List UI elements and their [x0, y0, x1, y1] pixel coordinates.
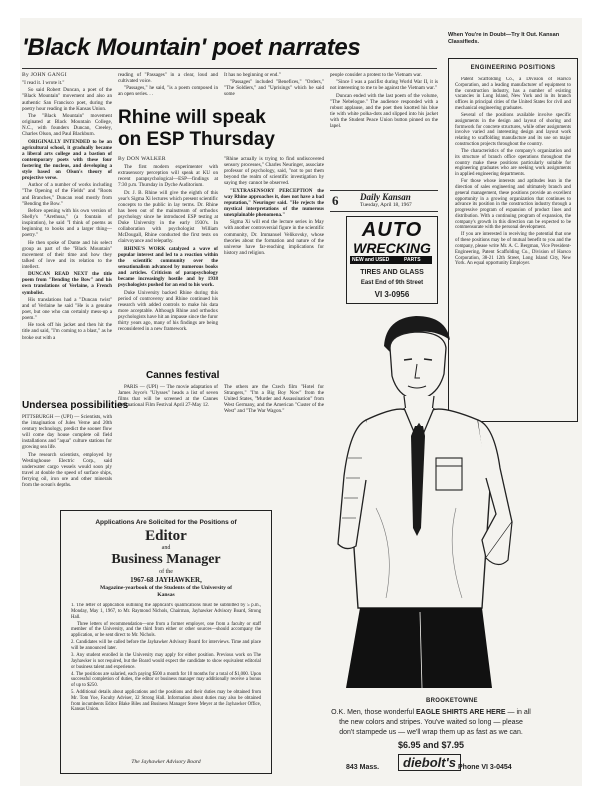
- poet-paragraph: DUNCAN READ NEXT the title poem from "Bending the Bow" and his own translations of Verlaine, a French symbolist.: [22, 271, 112, 296]
- and-word: and: [161, 545, 171, 551]
- shirt-copy-line2: the new colors and stripes. You've waited so long — please: [339, 719, 523, 726]
- poet-paragraph: people consider a protest to the Vietnam war.: [330, 72, 422, 78]
- of-the: of the: [159, 569, 173, 575]
- shirt-copy-line1-post: — in all: [505, 709, 531, 716]
- engineering-paragraph: Patent Scaffolding Co., a Division of Harsco Corporation, and a leading manufacturer of equipment to the construction industry, has a number of existing vacancies in Long Island, New York and in its branch offices in principal cities of the United States for civil and mechanical engineering graduates.: [455, 77, 571, 111]
- rhine-paragraph: "Rhine actually is trying to find undiscovered sensory processes," Charles Neuringer, associate professor of psychology, said, "not to put them beyond the realm of scientific investigation by saying they cannot be observed.: [224, 156, 324, 187]
- applications-item: Three letters of recommendation—one from a former employer, one from a faculty or staff member of the University, and the third from either or other sources—should accompany the application, or be sent direct to Mr. Nichols.: [71, 621, 261, 639]
- poet-paragraph: "Passages," he said, "is a poem composed in an open series. . .: [118, 85, 218, 98]
- new-used-tag: NEW and USED: [352, 257, 390, 263]
- rhine-byline: By DON WALKER: [118, 156, 166, 162]
- page-number: 6: [332, 193, 339, 208]
- model-label: BROOKETOWNE: [426, 698, 478, 704]
- parts-band: [350, 256, 432, 264]
- poet-paragraph: It has no beginning or end.": [224, 72, 281, 78]
- eagle-shirts: EAGLE SHIRTS ARE HERE: [415, 709, 506, 716]
- rhine-headline-line1: Rhine will speak: [118, 107, 266, 128]
- rhine-paragraph: The first modern experimenter with extrasensory perception will speak at KU on recent parapsychological—ESP—findings at 7:30 p.m. Thursday in Dyche Auditorium.: [118, 164, 218, 189]
- shirt-copy-line1: [286, 708, 576, 718]
- poet-byline: By JOHN GANGI: [22, 72, 67, 78]
- auto-phone: VI 3-0956: [374, 290, 410, 299]
- undersea-paragraph: PITTSBURGH — (UPI) — Scientists, with the imagination of Jules Verne and 20th century technology, predict the sooner flow will come day house complete oil field installations and "aqua" culture stations for growing sea life.: [22, 414, 112, 451]
- poet-column-4: [330, 72, 438, 190]
- cannes-column-1: [118, 384, 218, 484]
- masthead: [330, 190, 438, 212]
- poet-column-3: [224, 72, 324, 102]
- newspaper-page: [20, 18, 582, 786]
- cannes-paragraph: The others are the Czech film "Hotel for Strangers," "I'm a Big Boy Now" from the United States, "Murder and Assassination" from West Germany, and the American "Custer of the West" and "The War Wagon.": [224, 384, 324, 415]
- rhine-column-2: [224, 156, 324, 331]
- issue-date: Tuesday, April 18, 1967: [360, 202, 412, 208]
- paper-name: Daily Kansan: [360, 192, 411, 202]
- engineering-paragraph: The characteristics of the company's organization and its structure of branch office operations throughout the country make these positions particularly suitable for engineering graduates who are seeking work assignments in applied engineering departments.: [455, 148, 571, 178]
- poet-paragraph: "Passages" included "Benefices," "Orders," "The Soldiers," and "Uprisings" which he said some: [224, 79, 324, 98]
- shirt-copy-line3: don't stampede us — we'll wrap them up as fast as we can.: [339, 729, 523, 736]
- classifieds-teaser: When You're in Doubt—Try It Out. Kansan Classifieds.: [448, 32, 560, 45]
- poet-paragraph: Author of a number of works including "The Opening of the Fields" and "Roots and Branches," Duncan read mostly from "Bending the Bow.": [22, 182, 112, 207]
- poet-paragraph: Before opening with his own version of Shelly's "Arethusa," (a fountain of inspiration), he said "I think of poems as beginning to books and a larger thing—poetry.": [22, 207, 112, 239]
- rhine-paragraph: Duke University backed Rhine during this period of controversy and Rhine continued his research with added controls to make his data more acceptable. Although Rhine and orthodox psychologists have hit an impasse since the furor thirty years ago, many of his findings are being reconsidered in a new framework.: [118, 289, 218, 333]
- applications-item: 3. Any student enrolled in the University may apply for either position. Previous work on The Jayhawker is not required, but the Board would expect the candidate to show equivalent editorial or business talent and experience.: [71, 652, 261, 670]
- poet-paragraph: ORIGINALLY INTENDED to be an agricultural school, it gradually became a liberal arts college and a bastion of contemporary poets with these four fostering the nucleus, and developing a style based on Olson's theory of projective verse.: [22, 138, 112, 182]
- undersea-body: [22, 414, 112, 514]
- rhine-headline: [118, 107, 275, 151]
- rhine-column-1: [118, 156, 218, 370]
- store-logo: diebolt's: [398, 754, 461, 771]
- poet-paragraph: The "Black Mountain" movement originated at Black Mountain College, N.C., with founders Duncan, Creeley, Charles Olson, and Paul Blackburn.: [22, 112, 112, 138]
- applications-ad: [60, 510, 272, 774]
- applications-item: 2. Candidates will be called before the Jayhawker Advisory Board for interviews. Time and place will be announced later.: [71, 640, 261, 651]
- engineering-paragraph: Several of the positions available involve specific assignments in the design and layout of shoring and formwork for concrete structures, while other assignments involve varied and interesting design and layout work relating to scaffolding manufacture and its use on major construction projects throughout the country.: [455, 112, 571, 147]
- rhine-headline-line2: on ESP Thursday: [118, 129, 275, 150]
- poet-paragraph: Duncan ended with the last poem of the volume, "The Nebelogue." The audience responded with a robust applause, and the poet then knotted his blue tie with white polka-dots and slipped into his jacket with the Student Peace Union button pinned on the lapel.: [330, 92, 438, 130]
- poet-paragraph: So said Robert Duncan, a poet of the "Black Mountain" movement and also an authentic San Francisco poet, during the poetry hour reading in the Kansas Union.: [22, 87, 112, 112]
- auto-address: East End of 9th Street: [360, 280, 424, 286]
- poet-paragraph: "I read it. I wrote it.": [22, 80, 65, 87]
- tires-glass: TIRES AND GLASS: [360, 269, 424, 276]
- cannes-paragraph: PARIS — (UPI) — The movie adaptation of James Joyce's "Ulysses" heads a list of seven films that will be screened at the Cannes International Film Festival April 27-May 12.: [118, 384, 218, 409]
- shirt-ad: [286, 308, 576, 776]
- shirt-copy: [286, 708, 576, 738]
- engineering-paragraph: For those whose interests and aptitudes lean in the direction of sales engineering and ultimately branch and general management, these positions provide an excellent opportunity in a growing organization that continues to advance its position in the construction industry through a progressive program of expansion of product lines and distribution. With a continuing program of expansion, the company's growth in this direction can be expected to be commensurate with the personal development.: [455, 179, 571, 231]
- applications-intro: Applications Are Solicited for the Positions of: [95, 519, 237, 526]
- rhine-paragraph: Dr. J. B. Rhine will give the eighth of this year's Sigma Xi lectures which present scientific concepts to the public in lay terms. Dr. Rhine has been out of the mainstream of orthodox psychology since he introduced ESP testing at Duke University in the early 1930's. In collaboration with psychologist William McDougall, Rhine conducted the first tests on clairvoyance and telepathy.: [118, 189, 218, 245]
- store-address: 843 Mass.: [346, 764, 380, 771]
- poet-paragraph: His translations had a "Duncan twist" and of Verlaine he said "He is a genuine poet, but one who can certainly mess-up a poem.": [22, 296, 112, 322]
- engineering-title: ENGINEERING POSITIONS: [470, 65, 556, 71]
- poet-paragraph: He then spoke of Dante and his select group as part of the "Black Mountain" movement of their time and how they talked of love and its relation to the intellect.: [22, 239, 112, 270]
- poet-column-2: [118, 72, 218, 102]
- poet-paragraph: reading of "Passages" in a clear, loud and cultivated voice.: [118, 72, 218, 85]
- cannes-headline: Cannes festival: [146, 370, 220, 381]
- publication-name: 1967-68 JAYHAWKER,: [130, 576, 202, 584]
- rhine-paragraph: RHINE'S WORK catalyzed a wave of popular interest and led to a reaction within the scientific community over the sensationalism advanced by numerous books and articles. Criticism of parapsychology became increasingly hostile and by 1938 psychologists pushed for an end to his work.: [118, 245, 218, 289]
- applications-items: [71, 603, 261, 755]
- store-phone: Phone VI 3-0454: [458, 764, 512, 771]
- wrecking-word: WRECKING: [353, 240, 431, 256]
- applications-item: 4. The positions are salaried, each paying $500 a month for 10 months for a total of $1,000. Upon successful completion of duties, the editor or business manager may additionally receive a bonus of up to $250.: [71, 671, 261, 689]
- position-business-manager: Business Manager: [111, 552, 221, 567]
- shirt-copy-line1-pre: O.K. Men, those wonderful: [331, 709, 416, 716]
- applications-footer: The Jayhawker Advisory Board: [131, 759, 201, 765]
- applications-item: 5. Additional details about applications and the positions and their duties may be obtained from Mr. Tom Yoe, Faculty Adviser, 32 Strong Hall. Information about duties may also be obtained from incumbents Editor Blake Biles and Business Manager Steve Meyer at the Jayhawker Office, Kansas Union.: [71, 690, 261, 713]
- poet-column-1: [22, 72, 112, 390]
- shirt-model-illustration: [286, 308, 576, 688]
- publication-desc: Magazine-yearbook of the Students of the University of Kansas: [100, 585, 232, 598]
- parts-tag: PARTS: [404, 257, 421, 263]
- shirt-prices: $6.95 and $7.95: [397, 740, 465, 750]
- poet-paragraph: "Since I was a pacifist during World War II, it is not interesting to me to be against the Vietnam war.": [330, 79, 438, 92]
- applications-item: 1. The letter of application outlining the applicant's qualifications must be submitted by 5 p.m., Monday, May 1, 1967, to Mr. Raymond Nichols, Chairman, Jayhawker Advisory Board, Strong Hall.: [71, 603, 261, 620]
- position-editor: Editor: [145, 528, 187, 544]
- rhine-paragraph: Sigma Xi will end the lecture series in May with another controversial figure in the scientific community, Dr. Immanuel Velikovsky, whose theories about the formation and nature of the universe have far-reaching implications for history and religion.: [224, 219, 324, 256]
- undersea-headline: Undersea possibilities: [22, 400, 129, 411]
- undersea-paragraph: The research scientists, employed by Westinghouse Electric Corp., said underwater cargo vessels would soon ply travel at double the speed of surface ships, ferrying oil, iron ore and other minerals from the ocean's depths.: [22, 451, 112, 489]
- auto-word: AUTO: [361, 219, 423, 241]
- poet-paragraph: He took off his jacket and then hit the title and said, "I'm coming to a blast," as he broke out with a: [22, 322, 112, 341]
- rhine-paragraph: "EXTRASENSORY PERCEPTION the way Rhine approaches it, does not have a bad reputation," Neuringer said. "He rejects the mystical interpretations of the numerous unexplainable phenomena.": [224, 187, 324, 219]
- poet-headline: 'Black Mountain' poet narrates: [22, 34, 361, 61]
- auto-wrecking-ad: [346, 216, 438, 304]
- engineering-paragraph: If you are interested in receiving the potential that one of these positions may be of mutual benefit to you and the company, please write Mr. A. C. Bergman, Vice President-Engineering, Patent Scaffolding Co., Division of Harsco Corporation, 38-21 12th Street, Long Island City, New York. An equal opportunity Employer.: [455, 232, 571, 267]
